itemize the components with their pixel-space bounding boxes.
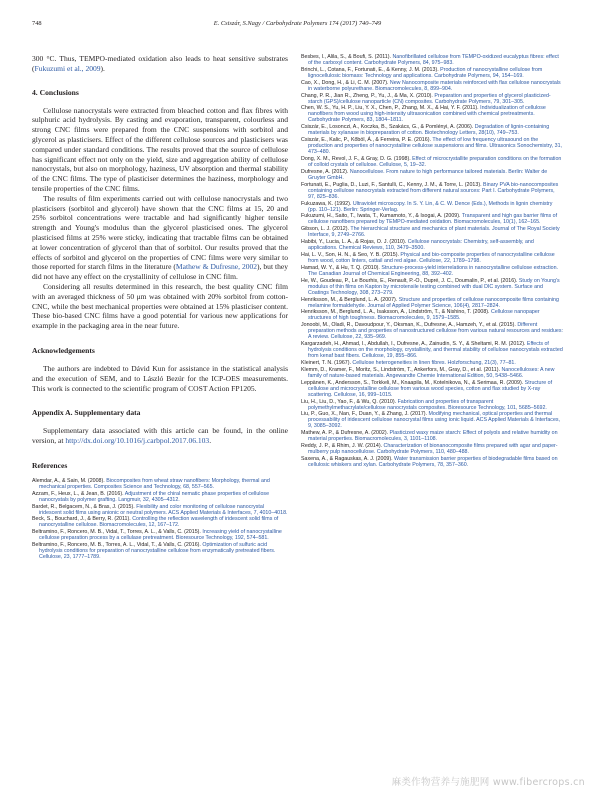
references-heading: References (32, 460, 68, 470)
reference-link[interactable]: Controlling the reflection wavelength of iridescent solid films of nanocrystalline cellulose. Biomacromolecules, 12, 167–172. (39, 516, 279, 529)
reference-authors: Dong, X. M., Revol, J. F., & Gray, D. G. (1998). (301, 156, 413, 162)
reference-link[interactable]: Preparation and properties of glycerol plasticized-starch (GPS)/cellulose nanoparticle (CN) composites. Carbohydrate Polymers, 79, 301–305. (308, 92, 551, 105)
reference-item (301, 137, 563, 155)
reference-authors: Saxena, A., & Ragauskas, A. J. (2009). (301, 455, 395, 462)
left-column (32, 54, 288, 560)
reference-authors: Hai, L. V., Son, H. N., & Seo, Y. B. (2015). (301, 251, 401, 258)
reference-link[interactable]: Individualization of cellulose nanofibers from wood using high-intensity ultrasonication combined with chemical pretreatments. Carbohydrate Polymers, 83, 1804–1811. (308, 105, 546, 124)
reference-link[interactable]: Study on Young's modulus of thin films on Kapton by microtensile testing combined with dual DIC system. Surface and Coatings Technology, 308, 273–279. (308, 277, 560, 296)
reference-authors: Alemdar, A., & Sain, M. (2008). (32, 477, 107, 484)
doi-link[interactable]: http://dx.doi.org/10.1016/j.carbpol.2017.06.103 (65, 436, 210, 446)
reference-authors: Henriksson, M., & Berglund, L. A. (2007). (301, 296, 399, 303)
reference-link[interactable]: Structure-process-yield interrelations in nanocrystalline cellulose extraction. The Canadian Journal of Chemical Engineering, 88, 392–402. (308, 264, 559, 277)
reference-authors: Henriksson, M., Berglund, L. A., Isaksson, A., Lindström, T., & Nishino, T. (2008). (301, 309, 491, 316)
p2-text: The results of film experiments carried out with cellulose nanocrystals and two plasticisers (sorbitol and glycerol) have shown that the CNC films at 15, 20 and 25% sorbitol concentrations were tractable and had significantly higher tensile strength and Young's modulus than the glycerol plasticised ones. The glycerol plasticised films at 25% were sticky, indicating that tractable films can be obtained at lower concentration of glycerol than that of sorbitol. Our results proved that the effects of sorbitol and glycerol on the properties of CNC films were very similar to those reported for starch films in the literature ( (32, 193, 288, 272)
reference-link[interactable]: Cellulose heterogeneities in linen fibres. Holzforschung, 21(3), 77–81. (352, 360, 516, 366)
reference-link[interactable]: Different preparation methods and properties of nanostructured cellulose from various natural resources and residues: A review. Cellulose, 22, 935–969. (308, 322, 563, 341)
reference-link[interactable]: The effect of low frequency ultrasound on the production and properties of nanocrystalline cellulose suspensions and films. Ultrasonics Sonochemistry, 31, 473–480. (308, 137, 562, 156)
reference-item (301, 341, 563, 359)
reference-link[interactable]: Plasticized waxy maize starch: Effect of polyols and relative humidity on material properties. Biomacromolecules, 3, 1101–1108. (308, 430, 558, 443)
reference-item (301, 443, 563, 455)
reference-authors: Beck, S., Bouchard, J., & Berry, R. (2011). (32, 516, 133, 523)
reference-item (301, 399, 563, 411)
reference-link[interactable]: Modifying mechanical, optical properties and thermal processability of iridescent cellulose nanocrystal films using ionic liquid. ACS Applied Materials & Interfaces, 9, 3085–3092. (308, 411, 561, 430)
reference-authors: Beltramino, F., Roncero, M. B., Torres, A. L., Vidal, T., & Valls, C. (2016). (32, 542, 203, 549)
reference-item (301, 80, 563, 92)
reference-authors: Csiszár, E., Losonczi, A., Koczka, B., Szakács, G., & Pomlényi, A. (2006). (301, 124, 475, 131)
reference-link[interactable]: Cellulose nanopaper structures of high toughness. Biomacromolecules, 9, 1579–1585. (308, 309, 540, 322)
citation-link[interactable]: Fukuzumi et al., 2009 (34, 63, 101, 73)
reference-authors: Fortunati, E., Puglia, D., Luzi, F., Santulli, C., Kenny, J. M., & Torre, L. (2013). (301, 181, 484, 188)
reference-item (32, 542, 288, 560)
reference-link[interactable]: New Nanocomposite materials reinforced with flax cellulose nanocrystals in waterborne polyurethane. Biomacromolecules, 8, 899–904. (308, 79, 561, 92)
conclusions-heading: 4. Conclusions (32, 87, 79, 97)
reference-authors: Besbes, I., Alila, S., & Boufi, S. (2011). (301, 54, 393, 60)
reference-item (301, 169, 563, 181)
intro-paragraph (32, 54, 288, 74)
reference-authors: Kleinert, T. N. (1967). (301, 360, 353, 366)
watermark-text: 麻类作物营养与施肥网 www.fibercrops.cn (391, 777, 585, 788)
references-list-left (32, 478, 288, 560)
reference-link[interactable]: Structure of cellulose and microcrystalline cellulose from various wood species, cotton and flax studied by X-ray scattering. Cellulose, 16, 999–1015. (308, 379, 553, 398)
reference-authors: Klemm, D., Kramer, F., Moritz, S., Lindström, T., Ankerfors, M., Gray, D., et al. (2011). (301, 366, 502, 373)
reference-item (301, 309, 563, 321)
reference-item (301, 182, 563, 200)
reference-authors: Kargarzadeh, H., Ahmad, I., Abdullah, I., Dufresne, A., Zainudin, S. Y., & Sheltami, R. M. (2012). (301, 341, 527, 348)
page-number: 748 (32, 20, 42, 27)
appendix-text (32, 426, 288, 446)
reference-link[interactable]: Increasing yield of nanocrystalline cellulose preparation process by a cellulase pretreatment. Bioresource Technology, 192, 574–581. (39, 529, 282, 542)
intro-text: 300 °C. Thus, TEMPO-mediated oxidation also leads to heat sensitive substrates ( (32, 54, 288, 73)
reference-link[interactable]: Effects of hydrolysis conditions on the morphology, crystallinity, and thermal stability of cellulose nanocrystals extracted from kenaf bast fibers. Cellulose, 19, 855–866. (308, 341, 563, 360)
reference-link[interactable]: The hierarchical structure and mechanics of plant materials. Journal of The Royal Society Interface, 9, 2749–2766. (308, 226, 560, 239)
acknowledgements-heading: Acknowledgements (32, 345, 95, 355)
reference-link[interactable]: Nanocellulose. From nature to high performance tailored materials. Berlin: Walter de Gruyter GmbH. (308, 168, 548, 181)
reference-authors: Mathew, A. P., & Dufresne, A. (2002). (301, 430, 390, 437)
reference-authors: Fukuzawa, K. (1992). (301, 200, 353, 207)
reference-authors: Bardet, R., Belgacem, N., & Bras, J. (2015). (32, 503, 137, 510)
reference-authors: Liu, P., Guo, X., Nan, F., Duan, Y., & Zhang, J. (2017). (301, 411, 429, 418)
conclusions-paragraph-2 (32, 194, 288, 282)
reference-item (301, 105, 563, 123)
reference-link[interactable]: Production of nanocrystalline cellulose from lignocellulosic biomass: Technology and applications. Carbohydrate Polymers, 94, 154–169. (308, 66, 543, 79)
reference-item (301, 54, 563, 66)
reference-authors: Jonoobi, M., Oladi, R., Davoudpour, Y., Oksman, K., Dufresne, A., Hamzeh, Y., et al. (2015). (301, 322, 518, 329)
reference-item (301, 380, 563, 398)
reference-item (301, 265, 563, 277)
reference-item (301, 67, 563, 79)
reference-authors: Dufresne, A. (2012). (301, 168, 350, 175)
citation-link[interactable]: Mathew & Dufresne, 2002 (175, 262, 258, 272)
reference-authors: Beltramino, F., Roncero, M. B., Vidal, T., Torres, A. L., & Valls, C. (2015). (32, 529, 203, 536)
reference-item (301, 252, 563, 264)
intro-end: ). (100, 63, 105, 73)
reference-authors: Reddy, J. P., & Rhim, J. W. (2014). (301, 443, 384, 450)
reference-item (32, 529, 288, 541)
reference-authors: Fukuzumi, H., Saito, T., Iwata, T., Kumamoto, Y., & Isogai, A. (2009). (301, 213, 462, 220)
reference-authors: Chen, W. S., Yu, H. P., Liu, Y. X., Chen, P., Zhang, M. X., & Hai, Y. F. (2011). (301, 105, 481, 112)
reference-link[interactable]: Biocomposites from wheat straw nanofibers: Morphology, thermal and mechanical properties. Composites Science and Technology, 68, 557–565. (39, 477, 270, 490)
reference-item (301, 239, 563, 251)
reference-item (301, 201, 563, 213)
reference-authors: Liu, H., Liu, D., Yao, F., & Wu, Q. (2010). (301, 398, 398, 405)
appendix-heading: Appendix A. Supplementary data (32, 408, 141, 418)
reference-item (301, 124, 563, 136)
reference-link[interactable]: Adjustment of the chiral nematic phase properties of cellulose nanocrystals by polymer grafting. Langmuir, 32, 4305–4312. (39, 490, 270, 503)
appendix-end: . (209, 436, 212, 446)
reference-link[interactable]: Nanocelluloses: A new family of nature-based materials. Angewandte Chemie International Edition, 50, 5438–5466. (308, 366, 555, 379)
reference-item (301, 93, 563, 105)
reference-item (301, 226, 563, 238)
reference-item (32, 478, 288, 490)
conclusions-paragraph-1: Cellulose nanocrystals were extracted from bleached cotton and flax fibres with sulphuric acid hydrolysis. By casting and evaporation, transparent, colourless and strong CNC films were prepared from the CNC suspensions with sorbitol and glycerol as plasticisers. Effect of the different cellulose sources and plasticisers was compared under standard conditions. The results proved that the source of cellulose has significant effect not only on the yield, size and aggregation ability of cellulose nanocrystals, but also on morphology, haziness, UV absorption and thermal stability of the CNC films. The type of plasticiser determines the haziness, morphology and tensile properties of the CNC films. (32, 105, 288, 193)
reference-authors: Gibson, L. J. (2012). (301, 226, 351, 233)
reference-link[interactable]: Water transmission barrier properties of biodegradable films based on cellulosic whiskers and xylan. Carbohydrate Polymers, 78, 357–360. (308, 455, 558, 468)
reference-link[interactable]: Fabrication and properties of transparent polymethylmethacrylate/cellulose nanocrystals composites. Bioresource Technology, 101, 5685–5692. (308, 398, 547, 411)
conclusions-paragraph-3: Considering all results determined in this research, the best quality CNC film with an averaged thickness of 50 μm was obtained with 20% sorbitol from cotton-CNC, while the best mechanical properties were obtained at 15% plasticiser content. These bio-based CNC films have a good potential for various new applications for example in the packaging area in the near future. (32, 281, 288, 331)
reference-item (301, 456, 563, 468)
reference-item (32, 516, 288, 528)
reference-authors: Leppänen, K., Andersson, S., Torkkeli, M., Knaapila, M., Kotelnikova, N., & Serimaa, R. (2009). (301, 379, 525, 386)
appendix-body: Supplementary data associated with this article can be found, in the online version, at (32, 426, 288, 446)
reference-item (301, 360, 563, 366)
reference-item (301, 297, 563, 309)
reference-authors: Habibi, Y., Lucia, L. A., & Rojas, O. J. (2010). (301, 239, 408, 246)
right-column (301, 54, 563, 468)
acknowledgements-text: The authors are indebted to Dávid Kun for assistance in the statistical analysis and the execution of SEM, and to László Bezúr for the ICP-OES measurements. This work is connected to the scientific program of COST Action FP1205. (32, 363, 288, 393)
reference-link[interactable]: Binary PVA bio-nanocomposites containing cellulose nanocrystals extracted from different natural sources: Part I. Carbohydrate Polymers, 97, 825–836. (308, 181, 559, 200)
reference-link[interactable]: Flexibility and color monitoring of cellulose nanocrystal iridescent solid films using anionic or neutral polymers. ACS Applied Materials & Interfaces, 7, 4010–4018. (39, 503, 288, 516)
reference-authors: Cao, X., Dong, H., & Li, C. M. (2007). (301, 79, 390, 86)
reference-item (301, 367, 563, 379)
reference-link[interactable]: Nanofibrillated cellulose from TEMPO-oxidized eucalyptus fibres: effect of the carboxyl content. Carbohydrate Polymers, 84, 975–983. (308, 54, 559, 67)
reference-link[interactable]: Transparent and high gas barrier films of cellulose nanofibers prepared by TEMPO-mediated oxidation. Biomacromolecules, 10(1), 162–165. (308, 213, 558, 226)
reference-link[interactable]: Effect of microcrystallite preparation conditions on the formation of colloid crystals of cellulose. Cellulose, 5, 19–32. (308, 156, 562, 169)
reference-link[interactable]: Structure and properties of cellulose nanocomposite films containing melamine formaldehyde. Journal of Applied Polymer Science, 106(4), 2817–2824. (308, 296, 559, 309)
reference-authors: Chang, P. R., Jian R., Zheng, P., Yu, J., & Ma, X. (2010). (301, 92, 435, 99)
reference-authors: Hamad, W. Y., & Hu, T. Q. (2010). (301, 264, 382, 271)
reference-link[interactable]: Optimization of sulfuric acid hydrolysis conditions for preparation of nanocrystalline cellulose from enzymatically pretreated fibers. Cellulose, 23, 1777–1789. (39, 542, 276, 561)
reference-link[interactable]: Cellulose nanocrystals: Chemistry, self-assembly, and applications. Chemical Reviews, 110, 3479–3500. (308, 239, 534, 252)
reference-link[interactable]: Ultraviolet microscopy. In S. Y. Lin, & C. W. Dence (Eds.), Methods in lignin chemistry (pp. 110–121). Berlin: Springer-Verlag. (308, 200, 553, 213)
reference-item (301, 430, 563, 442)
reference-authors: Csiszár, E., Kalic, P., Kőböl, Á., & Ferreira, P. E. (2016). (301, 137, 433, 144)
reference-item (301, 156, 563, 168)
p2-text-end: ), but they did not have any effect on the crystallinity of cellulose in CNC film. (32, 262, 289, 282)
reference-item (301, 322, 563, 340)
reference-item (301, 411, 563, 429)
reference-authors: He, W., Goudeau, P., Le Bourhis, E., Renault, P.-O., Dupré, J. C., Doumalin, P., et al. (2016). (301, 277, 519, 284)
reference-item (32, 491, 288, 503)
reference-item (32, 504, 288, 516)
journal-citation: E. Csiszár, S.Nagy / Carbohydrate Polymers 174 (2017) 740–749 (213, 20, 382, 27)
reference-authors: Brinchi, L., Cotana, F., Fortunati, E., & Kenny, J. M. (2013). (301, 66, 441, 73)
reference-link[interactable]: Characterization of bionanocomposite films prepared with agar and paper-mulberry pulp nanocellulose. Carbohydrate Polymers, 110, 480–488. (308, 443, 558, 456)
reference-authors: Azzam, F., Heux, L., & Jean, B. (2016). (32, 490, 125, 497)
reference-link[interactable]: Degradation of lignin-containing materials by xylanase in biopreparation of cotton. Biotechnology Letters, 28(10), 749–753. (308, 124, 550, 137)
reference-item (301, 213, 563, 225)
reference-item (301, 278, 563, 296)
reference-link[interactable]: Physical and bio-composite properties of nanocrystalline cellulose from wood, cotton linters, cattail and red algae. Cellulose, 22, 1789–1798. (308, 251, 555, 264)
